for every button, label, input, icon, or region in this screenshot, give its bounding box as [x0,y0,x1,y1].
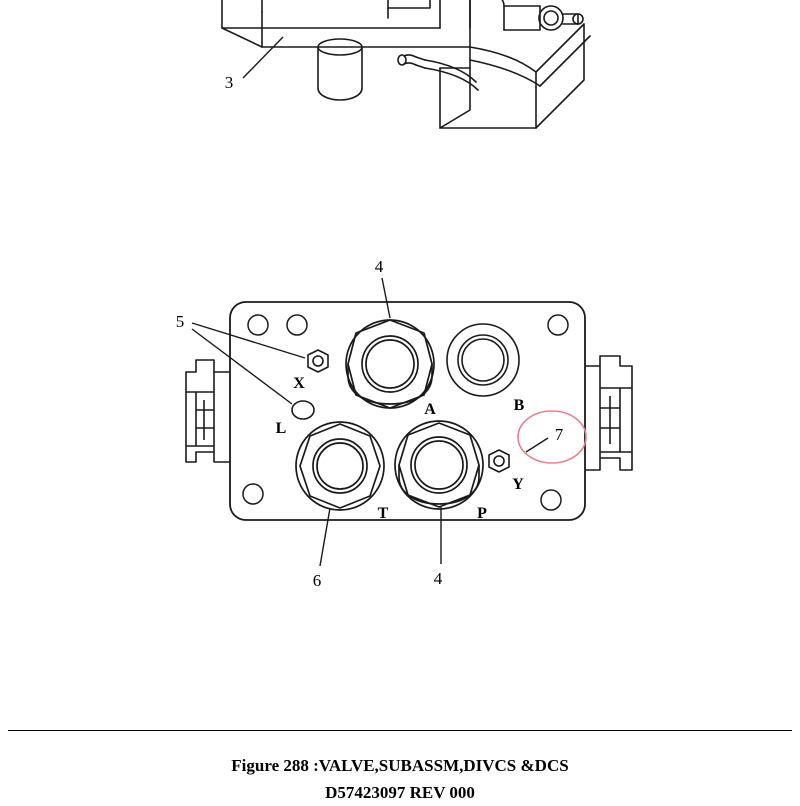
port-label-b: B [513,397,525,414]
callout-label-7: 7 [554,425,564,444]
port-label-y: Y [512,476,524,493]
item-7-highlight-ellipse [518,411,586,463]
port-label-x: X [293,375,305,392]
port-a-hex-fitting [346,320,434,408]
figure-caption-partnumber: D57423097 REV 000 [325,783,475,802]
top-assembly-group [222,0,590,128]
port-label-t: T [377,505,389,522]
port-label-l: L [275,420,287,437]
callout-leaders [192,278,548,566]
callout-label-4-bottom: 4 [433,569,443,588]
callout-label-4-top: 4 [374,257,384,276]
figure-caption-title: Figure 288 :VALVE,SUBASSM,DIVCS &DCS [231,756,569,775]
figure-caption [0,752,800,806]
right-side-fitting [585,356,632,470]
valve-body-plate [230,302,585,520]
callout-label-5: 5 [175,312,185,331]
callout-label-6: 6 [312,571,322,590]
port-label-a: A [424,401,436,418]
port-b-counterbore [447,324,519,396]
port-y-plug [489,450,509,472]
left-side-fitting [186,360,230,462]
port-p-hex-fitting [395,421,483,509]
footer-divider [8,730,792,731]
port-l-plug [292,401,314,419]
port-x-plug [308,350,328,372]
callout-label-3: 3 [224,73,234,92]
port-t-fitting [296,422,384,510]
callout-leader-3 [243,37,283,78]
port-label-p: P [477,505,487,522]
